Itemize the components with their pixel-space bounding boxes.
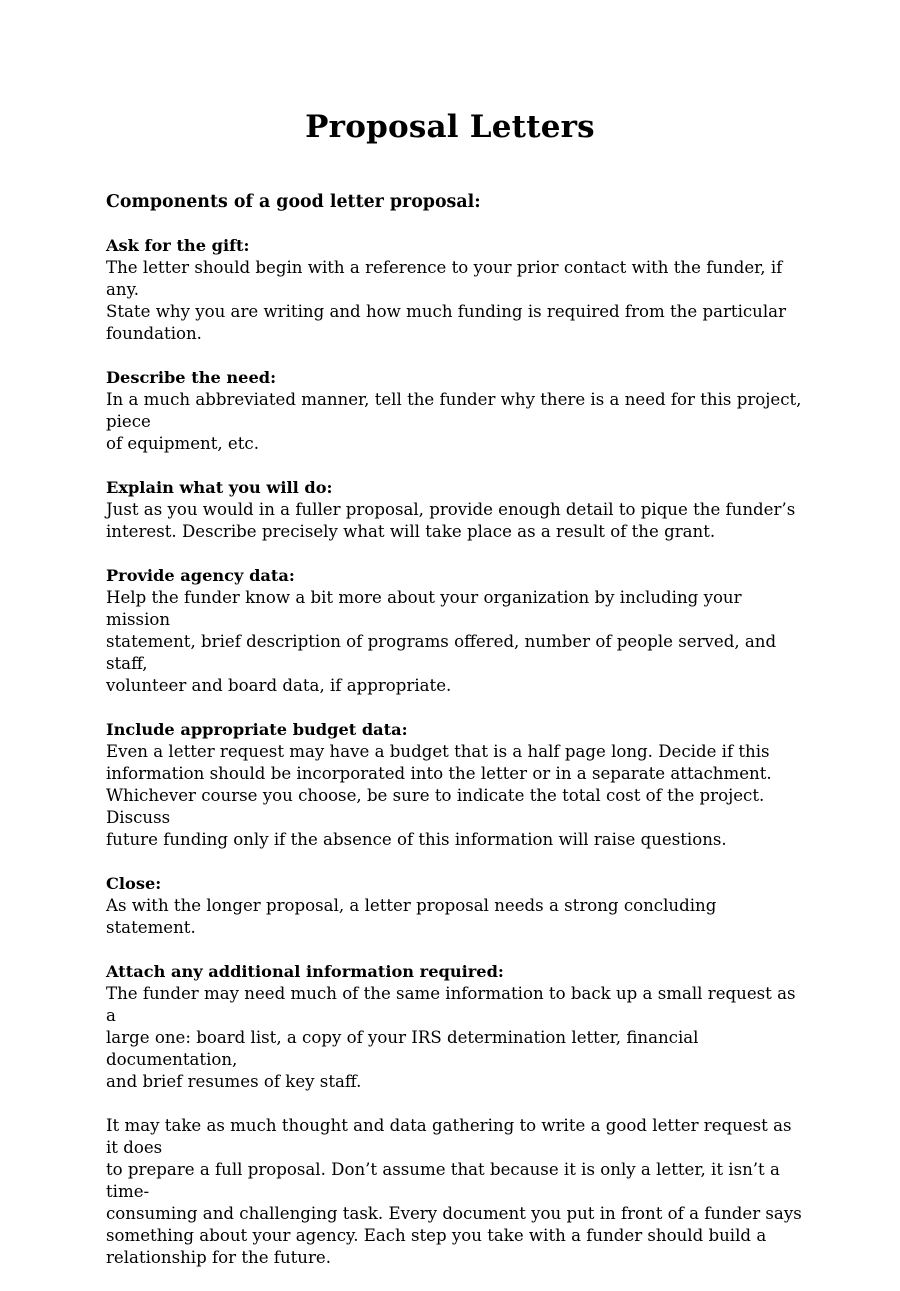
section-heading: Close: [106, 874, 162, 893]
section-text: The funder may need much of the same information to back up a small request as a large one: board list, a copy of your IRS determination letter, financial documentation, and brief resumes of key staff. [106, 984, 796, 1091]
section-describe-need [106, 367, 806, 455]
section-heading: Ask for the gift: [106, 236, 250, 255]
section-text: In a much abbreviated manner, tell the funder why there is a need for this project, piece of equipment, etc. [106, 390, 802, 453]
section-heading: Include appropriate budget data: [106, 720, 408, 739]
section-text: The letter should begin with a reference to your prior contact with the funder, if any. State why you are writing and how much funding is required from the particular foundation. [106, 258, 786, 343]
section-heading: Explain what you will do: [106, 478, 333, 497]
closing-paragraph-block [106, 1115, 806, 1269]
section-text: Help the funder know a bit more about your organization by including your mission statement, brief description of programs offered, number of people served, and staff, volunteer and board data, if appropriate. [106, 588, 777, 695]
section-text: As with the longer proposal, a letter proposal needs a strong concluding statement. [106, 896, 717, 937]
section-close [106, 873, 806, 939]
section-text: Just as you would in a fuller proposal, provide enough detail to pique the funder’s interest. Describe precisely what will take place as a result of the grant. [106, 500, 796, 541]
section-budget-data [106, 719, 806, 851]
section-heading: Provide agency data: [106, 566, 295, 585]
section-text: Even a letter request may have a budget that is a half page long. Decide if this information should be incorporated into the letter or in a separate attachment. Whichever course you choose, be sure to indicate the total cost of the project. Discuss future funding only if the absence of this information will raise questions. [106, 742, 772, 849]
section-ask-for-gift [106, 235, 806, 345]
document-subtitle: Components of a good letter proposal: [106, 192, 481, 212]
closing-paragraph: It may take as much thought and data gathering to write a good letter request as it does to prepare a full proposal. Don’t assume that because it is only a letter, it isn’t a time- consuming and challenging task. Every document you put in front of a funder says something about your agency. Each step you take with a funder should build a relationship for the future. [106, 1116, 802, 1267]
section-attach-info [106, 961, 806, 1093]
page-title: Proposal Letters [305, 109, 595, 145]
section-heading: Describe the need: [106, 368, 277, 387]
section-explain-what-you-will-do [106, 477, 806, 543]
document-body [106, 191, 806, 1291]
section-agency-data [106, 565, 806, 697]
section-heading: Attach any additional information required: [106, 962, 504, 981]
